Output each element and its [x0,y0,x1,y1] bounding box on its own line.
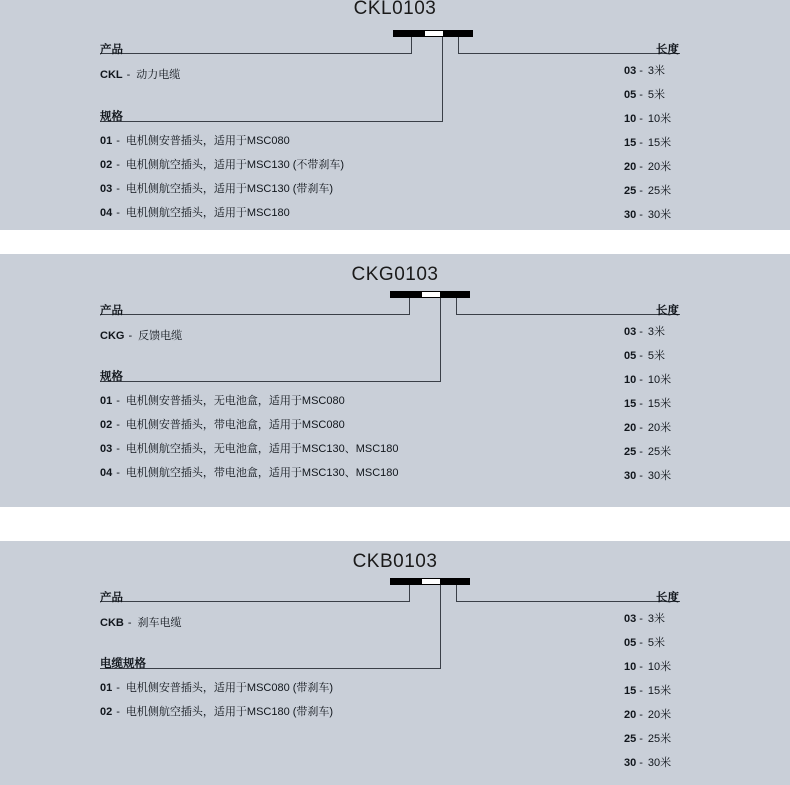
length-row [624,658,671,674]
leader-line-length-horizontal [458,53,680,54]
product-row-value: 刹车电缆 [137,617,182,629]
product-column-header: 产品 [100,44,123,56]
length-row [624,62,665,78]
length-row-key: 10 [624,113,637,125]
spec-row [100,416,345,432]
product-row [100,327,182,343]
spec-row-key: 04 [100,207,113,219]
spec-row-dash: - [116,706,120,718]
length-row-key: 03 [624,65,637,77]
length-row-key: 05 [624,350,637,362]
product-row-key: CKG [100,330,125,342]
length-row-key: 25 [624,446,637,458]
length-row-key: 15 [624,685,637,697]
length-row-dash: - [639,137,643,149]
length-row-key: 20 [624,161,637,173]
spec-row-key: 03 [100,183,113,195]
length-row-dash: - [639,209,643,221]
spec-row-key: 02 [100,159,113,171]
length-row-dash: - [639,613,643,625]
spec-row-dash: - [116,159,120,171]
spec-row [100,679,333,695]
length-row-dash: - [639,470,643,482]
spec-row-key: 01 [100,395,113,407]
length-row-dash: - [639,374,643,386]
code-bar-product [393,30,425,37]
code-bar-length [440,578,470,585]
length-row-value: 20米 [647,422,672,434]
length-row-dash: - [639,398,643,410]
leader-line-product-horizontal [100,53,412,54]
spec-row-value: 电机侧安普插头，带电池盒，适用于MSC080 [125,419,345,431]
spec-row-dash: - [116,443,120,455]
length-column-header: 长度 [656,305,679,317]
leader-line-length-horizontal [456,601,680,602]
length-row-value: 5米 [647,89,666,101]
length-row [624,323,665,339]
spec-row-value: 电机侧航空插头，适用于MSC130 (不带刹车) [125,159,345,171]
length-row-key: 15 [624,137,637,149]
spec-row-key: 03 [100,443,113,455]
length-row [624,371,671,387]
leader-line-spec-vertical [442,37,443,121]
product-column-header: 产品 [100,592,123,604]
length-row-dash: - [639,422,643,434]
length-row [624,158,671,174]
length-row-key: 03 [624,613,637,625]
length-row [624,182,671,198]
product-row-key: CKL [100,69,123,81]
spec-row-dash: - [116,207,120,219]
product-row [100,614,182,630]
spec-column-header: 电缆规格 [100,658,146,670]
length-row-value: 3米 [647,613,666,625]
spec-row-dash: - [116,395,120,407]
length-row-value: 10米 [647,661,672,673]
leader-line-spec-horizontal [100,381,441,382]
product-column-header: 产品 [100,305,123,317]
length-row-key: 30 [624,209,637,221]
product-row-key: CKB [100,617,124,629]
length-row-dash: - [639,65,643,77]
code-bar-length [443,30,473,37]
length-row-value: 10米 [647,113,672,125]
length-row-value: 15米 [647,398,672,410]
code-bar-product [390,291,422,298]
length-row-value: 25米 [647,185,672,197]
length-row-key: 03 [624,326,637,338]
spec-row-value: 电机侧安普插头，适用于MSC080 [125,135,290,147]
length-row-value: 30米 [647,209,672,221]
spec-row-value: 电机侧航空插头，适用于MSC180 [125,207,290,219]
leader-line-spec-vertical [440,585,441,668]
spec-row-dash: - [116,183,120,195]
length-row-value: 5米 [647,350,666,362]
product-row [100,66,180,82]
length-row-value: 30米 [647,470,672,482]
length-row-key: 20 [624,709,637,721]
spec-row-key: 01 [100,135,113,147]
length-row-dash: - [639,733,643,745]
length-row-dash: - [639,161,643,173]
product-code-title: CKG0103 [351,264,439,285]
product-row-value: 反馈电缆 [138,330,183,342]
length-row-key: 30 [624,470,637,482]
leader-line-spec-horizontal [100,668,441,669]
length-row-dash: - [639,446,643,458]
length-row-key: 25 [624,733,637,745]
leader-line-product-vertical [411,37,412,53]
spec-column-header: 规格 [100,371,123,383]
length-row [624,467,671,483]
spec-row [100,464,399,480]
length-row [624,134,671,150]
length-row-dash: - [639,661,643,673]
length-row [624,395,671,411]
product-row-dash: - [126,69,131,81]
length-row-key: 30 [624,757,637,769]
spec-row-value: 电机侧航空插头，适用于MSC180 (带刹车) [125,706,334,718]
length-row-value: 20米 [647,709,672,721]
length-row [624,206,671,222]
leader-line-spec-horizontal [100,121,443,122]
cable-code-panel-ckb [0,541,790,785]
product-row-dash: - [128,330,133,342]
length-row-value: 5米 [647,637,666,649]
length-row [624,347,665,363]
length-row-key: 10 [624,374,637,386]
spec-row-value: 电机侧航空插头，无电池盒，适用于MSC130、MSC180 [125,443,399,455]
length-row [624,86,665,102]
spec-row-dash: - [116,419,120,431]
code-bar-spec [422,291,440,298]
length-row-dash: - [639,113,643,125]
length-row-value: 3米 [647,65,666,77]
spec-row-value: 电机侧航空插头，带电池盒，适用于MSC130、MSC180 [125,467,399,479]
spec-column-header: 规格 [100,111,123,123]
leader-line-length-horizontal [456,314,680,315]
length-row-dash: - [639,637,643,649]
length-row-value: 3米 [647,326,666,338]
length-row-value: 25米 [647,446,672,458]
length-row [624,110,671,126]
code-bar-length [440,291,470,298]
length-row-key: 05 [624,637,637,649]
length-row-value: 15米 [647,137,672,149]
length-row-dash: - [639,709,643,721]
leader-line-product-horizontal [100,314,410,315]
length-row-dash: - [639,757,643,769]
leader-line-spec-vertical [440,298,441,381]
spec-row [100,440,399,456]
length-row [624,419,671,435]
code-bracket-bars [393,30,473,37]
spec-row-value: 电机侧航空插头，适用于MSC130 (带刹车) [125,183,334,195]
spec-row-key: 01 [100,682,113,694]
product-row-dash: - [127,617,132,629]
product-row-value: 动力电缆 [136,69,181,81]
code-bar-product [390,578,422,585]
length-row-key: 25 [624,185,637,197]
leader-line-length-vertical [458,37,459,53]
code-bar-spec [425,30,443,37]
leader-line-product-horizontal [100,601,410,602]
length-row-key: 15 [624,398,637,410]
product-code-title: CKL0103 [353,0,437,19]
length-row-key: 05 [624,89,637,101]
length-row [624,634,665,650]
leader-line-product-vertical [409,585,410,601]
code-bracket-bars [390,291,470,298]
cable-code-panel-ckg [0,254,790,507]
spec-row-dash: - [116,682,120,694]
length-row [624,682,671,698]
spec-row [100,156,344,172]
spec-row-key: 04 [100,467,113,479]
spec-row [100,180,333,196]
length-row-dash: - [639,326,643,338]
product-code-title: CKB0103 [352,551,438,572]
spec-row-value: 电机侧安普插头，无电池盒，适用于MSC080 [125,395,345,407]
length-row [624,610,665,626]
length-column-header: 长度 [656,592,679,604]
length-row-value: 20米 [647,161,672,173]
code-bar-spec [422,578,440,585]
spec-row-dash: - [116,135,120,147]
length-row-key: 20 [624,422,637,434]
length-row-value: 30米 [647,757,672,769]
length-row-dash: - [639,185,643,197]
spec-row-value: 电机侧安普插头，适用于MSC080 (带刹车) [125,682,334,694]
spec-row [100,392,345,408]
length-row [624,754,671,770]
spec-row-key: 02 [100,419,113,431]
spec-row [100,703,333,719]
leader-line-length-vertical [456,298,457,314]
length-row [624,706,671,722]
length-row-value: 10米 [647,374,672,386]
leader-line-product-vertical [409,298,410,314]
leader-line-length-vertical [456,585,457,601]
spec-row [100,132,290,148]
code-bracket-bars [390,578,470,585]
length-row-key: 10 [624,661,637,673]
spec-row-dash: - [116,467,120,479]
length-row [624,443,671,459]
length-row-dash: - [639,350,643,362]
length-row-value: 25米 [647,733,672,745]
length-row-value: 15米 [647,685,672,697]
length-row [624,730,671,746]
cable-code-panel-ckl [0,0,790,230]
length-row-dash: - [639,89,643,101]
spec-row-key: 02 [100,706,113,718]
length-row-dash: - [639,685,643,697]
spec-row [100,204,290,220]
length-column-header: 长度 [656,44,679,56]
